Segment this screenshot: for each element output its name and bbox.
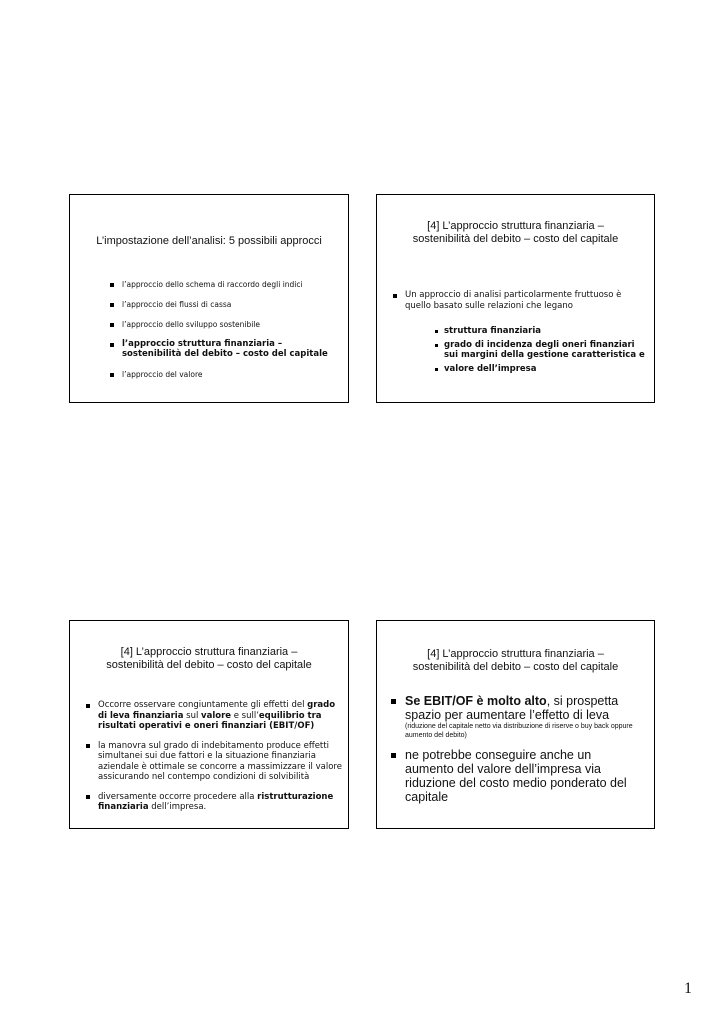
sub-list-item: struttura finanziaria (435, 326, 650, 337)
slide-4-list (391, 694, 643, 812)
list-item: Occorre osservare congiuntamente gli effetti del grado di leva finanziaria sul valore e sull’equilibrio tra risultati operativi e oneri finanziari (EBIT/OF) (86, 700, 344, 732)
slide-3-title-line1: [4] L’approccio struttura finanziaria – (120, 646, 298, 658)
list-item: l’approccio dei flussi di cassa (110, 300, 335, 309)
slide-2-sublist (435, 326, 650, 377)
slide-2-title (377, 220, 654, 246)
slide-2 (376, 194, 655, 403)
slide-3-title-line2: sostenibilità del debito – costo del capitale (106, 659, 312, 671)
list-item: l’approccio del valore (110, 370, 335, 379)
slide-2-title-line2: sostenibilità del debito – costo del capitale (412, 233, 619, 245)
list-item: l’approccio dello schema di raccordo degli indici (110, 280, 335, 289)
slide-3 (69, 620, 349, 829)
list-item: diversamente occorre procedere alla ristrutturazione finanziaria dell’impresa. (86, 792, 344, 813)
slide-2-list (393, 290, 648, 320)
slide-2-title-line1: [4] L’approccio struttura finanziaria – (427, 220, 604, 232)
slide-4-title-line2: sostenibilità del debito – costo del capitale (412, 661, 619, 673)
list-item: ne potrebbe conseguire anche un aumento del valore dell’impresa via riduzione del costo medio ponderato del capitale (391, 748, 643, 804)
list-item: l’approccio struttura finanziaria – sostenibilità del debito – costo del capitale (110, 340, 335, 359)
sub-list-item: valore dell’impresa (435, 364, 650, 375)
note: (riduzione del capitale netto via distribuzione di riserve o buy back oppure aumento del debito) (405, 723, 633, 739)
list-item: Se EBIT/OF è molto alto, si prospetta spazio per aumentare l’effetto di leva (riduzione del capitale netto via distribuzione di riserve o buy back oppure aumento del debito) (391, 694, 643, 740)
list-item: Un approccio di analisi particolarmente fruttuoso è quello basato sulle relazioni che legano (393, 290, 648, 311)
page-number: 1 (684, 980, 692, 997)
slide-4 (376, 620, 655, 829)
list-item: l’approccio dello sviluppo sostenibile (110, 320, 335, 329)
slide-1-list (110, 280, 335, 390)
slide-1 (69, 194, 349, 403)
slide-4-title (377, 648, 654, 674)
slide-1-title: L’impostazione dell’analisi: 5 possibili approcci (96, 235, 322, 247)
list-item: la manovra sul grado di indebitamento produce effetti simultanei sui due fattori e la situazione finanziaria aziendale è ottimale se concorre a massimizzare il valore assicurando nel contempo condizioni di solvibilità (86, 741, 344, 783)
slide-4-title-line1: [4] L’approccio struttura finanziaria – (427, 648, 604, 660)
slide-3-list (86, 700, 344, 822)
sub-list-item: grado di incidenza degli oneri finanziari sui margini della gestione caratteristica e (435, 340, 650, 361)
slide-3-title (70, 646, 348, 672)
